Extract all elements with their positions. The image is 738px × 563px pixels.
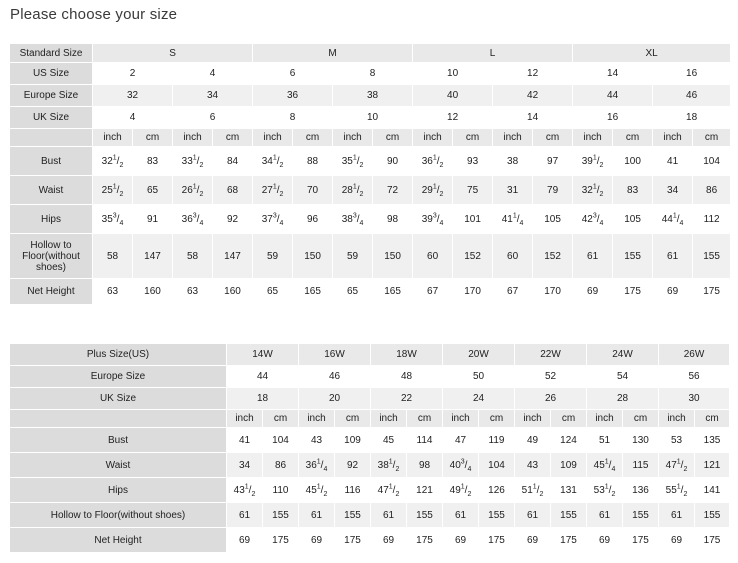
- cell: 72: [373, 176, 413, 205]
- unit-cell: cm: [213, 129, 253, 147]
- standard-size-header: Standard Size: [10, 44, 93, 63]
- cell: 63: [173, 279, 213, 305]
- cell: 14: [573, 63, 653, 85]
- cell: 69: [515, 528, 551, 553]
- cell: 170: [453, 279, 493, 305]
- size-group-m: M: [253, 44, 413, 63]
- cell: $38^1/_2$: [371, 453, 407, 478]
- row-label-uk-size: UK Size: [10, 107, 93, 129]
- cell: 155: [613, 234, 653, 279]
- cell: 16: [653, 63, 731, 85]
- cell: 93: [453, 147, 493, 176]
- cell: 170: [533, 279, 573, 305]
- cell: 105: [613, 205, 653, 234]
- unit-cell: inch: [253, 129, 293, 147]
- unit-cell: inch: [371, 410, 407, 428]
- cell: $27^1/_2$: [253, 176, 293, 205]
- cell: 44: [573, 85, 653, 107]
- unit-cell: cm: [373, 129, 413, 147]
- cell: 50: [443, 366, 515, 388]
- cell: 136: [623, 478, 659, 503]
- cell: 124: [551, 428, 587, 453]
- cell: 119: [479, 428, 515, 453]
- table-row: [10, 63, 731, 85]
- cell: 126: [479, 478, 515, 503]
- plus-size-header: Plus Size(US): [10, 344, 227, 366]
- plus-size-20w: 20W: [443, 344, 515, 366]
- cell: 58: [93, 234, 133, 279]
- row-label-hips: Hips: [10, 205, 93, 234]
- cell: $37^3/_4$: [253, 205, 293, 234]
- cell: $35^3/_4$: [93, 205, 133, 234]
- cell: 42: [493, 85, 573, 107]
- unit-cell: inch: [515, 410, 551, 428]
- cell: $28^1/_2$: [333, 176, 373, 205]
- cell: 75: [453, 176, 493, 205]
- cell: 121: [695, 453, 730, 478]
- cell: 60: [493, 234, 533, 279]
- cell: 28: [587, 388, 659, 410]
- cell: $51^1/_2$: [515, 478, 551, 503]
- cell: 4: [173, 63, 253, 85]
- cell: 8: [333, 63, 413, 85]
- unit-cell: cm: [695, 410, 730, 428]
- cell: 41: [227, 428, 263, 453]
- table-row: [10, 234, 731, 279]
- cell: 59: [333, 234, 373, 279]
- row-label-europe-size: Europe Size: [10, 366, 227, 388]
- cell: $36^3/_4$: [173, 205, 213, 234]
- cell: 69: [587, 528, 623, 553]
- unit-cell: inch: [227, 410, 263, 428]
- cell: 65: [253, 279, 293, 305]
- cell: 69: [299, 528, 335, 553]
- row-label-hollow-to-floor: Hollow to Floor(without shoes): [10, 234, 93, 279]
- cell: 22: [371, 388, 443, 410]
- cell: 54: [587, 366, 659, 388]
- row-label-europe-size: Europe Size: [10, 85, 93, 107]
- cell: $32^1/_2$: [573, 176, 613, 205]
- cell: 160: [213, 279, 253, 305]
- cell: $39^1/_2$: [573, 147, 613, 176]
- cell: 91: [133, 205, 173, 234]
- unit-cell: cm: [693, 129, 731, 147]
- cell: $45^1/_2$: [299, 478, 335, 503]
- cell: 48: [371, 366, 443, 388]
- plus-size-24w: 24W: [587, 344, 659, 366]
- cell: 67: [493, 279, 533, 305]
- plus-size-16w: 16W: [299, 344, 371, 366]
- cell: 61: [371, 503, 407, 528]
- cell: $36^1/_4$: [299, 453, 335, 478]
- cell: 34: [653, 176, 693, 205]
- size-group-l: L: [413, 44, 573, 63]
- unit-cell: cm: [453, 129, 493, 147]
- cell: $49^1/_2$: [443, 478, 479, 503]
- cell: 16: [573, 107, 653, 129]
- cell: 141: [695, 478, 730, 503]
- cell: 97: [533, 147, 573, 176]
- cell: 12: [413, 107, 493, 129]
- cell: 46: [299, 366, 371, 388]
- cell: 67: [413, 279, 453, 305]
- unit-cell: inch: [299, 410, 335, 428]
- cell: $29^1/_2$: [413, 176, 453, 205]
- cell: 69: [659, 528, 695, 553]
- cell: 68: [213, 176, 253, 205]
- cell: 52: [515, 366, 587, 388]
- cell: 20: [299, 388, 371, 410]
- cell: 32: [93, 85, 173, 107]
- cell: $38^3/_4$: [333, 205, 373, 234]
- cell: 109: [335, 428, 371, 453]
- cell: $39^3/_4$: [413, 205, 453, 234]
- cell: 45: [371, 428, 407, 453]
- cell: 110: [263, 478, 299, 503]
- unit-cell: inch: [333, 129, 373, 147]
- cell: $41^1/_4$: [493, 205, 533, 234]
- cell: 98: [407, 453, 443, 478]
- unit-cell: inch: [413, 129, 453, 147]
- cell: 114: [407, 428, 443, 453]
- unit-cell: cm: [551, 410, 587, 428]
- cell: 26: [515, 388, 587, 410]
- row-label-hollow-to-floor: Hollow to Floor(without shoes): [10, 503, 227, 528]
- cell: 104: [263, 428, 299, 453]
- cell: $35^1/_2$: [333, 147, 373, 176]
- cell: 96: [293, 205, 333, 234]
- cell: 175: [613, 279, 653, 305]
- table-row: [10, 176, 731, 205]
- cell: 12: [493, 63, 573, 85]
- cell: 38: [333, 85, 413, 107]
- unit-cell: cm: [263, 410, 299, 428]
- plus-size-18w: 18W: [371, 344, 443, 366]
- cell: 8: [253, 107, 333, 129]
- table-row-plus-sizes: [10, 344, 730, 366]
- cell: 61: [573, 234, 613, 279]
- cell: 38: [493, 147, 533, 176]
- table-row-units: [10, 410, 730, 428]
- cell: 175: [263, 528, 299, 553]
- cell: 61: [227, 503, 263, 528]
- cell: 14: [493, 107, 573, 129]
- cell: 130: [623, 428, 659, 453]
- cell: 109: [551, 453, 587, 478]
- cell: 152: [453, 234, 493, 279]
- cell: $55^1/_2$: [659, 478, 695, 503]
- cell: 43: [515, 453, 551, 478]
- table-row: [10, 85, 731, 107]
- cell: 175: [623, 528, 659, 553]
- cell: 121: [407, 478, 443, 503]
- standard-size-body: [10, 44, 731, 305]
- table-row: [10, 366, 730, 388]
- table-row: [10, 279, 731, 305]
- cell: 10: [333, 107, 413, 129]
- cell: 83: [133, 147, 173, 176]
- cell: 61: [299, 503, 335, 528]
- cell: 40: [413, 85, 493, 107]
- unit-cell: inch: [659, 410, 695, 428]
- cell: 6: [173, 107, 253, 129]
- cell: 31: [493, 176, 533, 205]
- cell: 34: [227, 453, 263, 478]
- cell: 147: [133, 234, 173, 279]
- cell: 175: [551, 528, 587, 553]
- cell: 34: [173, 85, 253, 107]
- row-label-bust: Bust: [10, 147, 93, 176]
- cell: 65: [333, 279, 373, 305]
- cell: 175: [693, 279, 731, 305]
- cell: 49: [515, 428, 551, 453]
- cell: 101: [453, 205, 493, 234]
- cell: 165: [293, 279, 333, 305]
- table-row: [10, 503, 730, 528]
- cell: 155: [407, 503, 443, 528]
- cell: 79: [533, 176, 573, 205]
- table-row-size-groups: [10, 44, 731, 63]
- unit-cell: cm: [335, 410, 371, 428]
- cell: 61: [443, 503, 479, 528]
- cell: $44^1/_4$: [653, 205, 693, 234]
- cell: 86: [263, 453, 299, 478]
- size-group-xl: XL: [573, 44, 731, 63]
- cell: $25^1/_2$: [93, 176, 133, 205]
- cell: 58: [173, 234, 213, 279]
- row-label-waist: Waist: [10, 176, 93, 205]
- cell: $33^1/_2$: [173, 147, 213, 176]
- cell: 70: [293, 176, 333, 205]
- cell: 60: [413, 234, 453, 279]
- cell: 116: [335, 478, 371, 503]
- cell: 175: [479, 528, 515, 553]
- cell: 84: [213, 147, 253, 176]
- unit-cell: cm: [133, 129, 173, 147]
- plus-size-table: [9, 343, 730, 553]
- cell: 104: [479, 453, 515, 478]
- table-row: [10, 478, 730, 503]
- table-row: [10, 205, 731, 234]
- cell: 165: [373, 279, 413, 305]
- plus-size-body: [10, 344, 730, 553]
- cell: 131: [551, 478, 587, 503]
- cell: 86: [693, 176, 731, 205]
- cell: 4: [93, 107, 173, 129]
- cell: 112: [693, 205, 731, 234]
- cell: 18: [653, 107, 731, 129]
- cell: $32^1/_2$: [93, 147, 133, 176]
- cell: 155: [695, 503, 730, 528]
- row-label-bust: Bust: [10, 428, 227, 453]
- cell: $43^1/_2$: [227, 478, 263, 503]
- cell: $34^1/_2$: [253, 147, 293, 176]
- cell: 24: [443, 388, 515, 410]
- cell: 18: [227, 388, 299, 410]
- row-label-uk-size: UK Size: [10, 388, 227, 410]
- unit-cell: inch: [493, 129, 533, 147]
- cell: 105: [533, 205, 573, 234]
- table-row: [10, 453, 730, 478]
- cell: 56: [659, 366, 730, 388]
- unit-cell: inch: [443, 410, 479, 428]
- cell: 59: [253, 234, 293, 279]
- cell: $36^1/_2$: [413, 147, 453, 176]
- plus-size-14w: 14W: [227, 344, 299, 366]
- cell: 36: [253, 85, 333, 107]
- cell: $42^3/_4$: [573, 205, 613, 234]
- unit-cell: cm: [479, 410, 515, 428]
- cell: 65: [133, 176, 173, 205]
- cell: $53^1/_2$: [587, 478, 623, 503]
- cell: 63: [93, 279, 133, 305]
- unit-cell: cm: [293, 129, 333, 147]
- cell: 69: [443, 528, 479, 553]
- table-row: [10, 528, 730, 553]
- table-row: [10, 107, 731, 129]
- cell: 61: [515, 503, 551, 528]
- cell: 88: [293, 147, 333, 176]
- standard-size-table: [9, 43, 731, 305]
- unit-cell: cm: [407, 410, 443, 428]
- unit-cell: inch: [173, 129, 213, 147]
- unit-cell: cm: [613, 129, 653, 147]
- cell: 155: [693, 234, 731, 279]
- cell: 61: [587, 503, 623, 528]
- row-label-us-size: US Size: [10, 63, 93, 85]
- row-label-hips: Hips: [10, 478, 227, 503]
- cell: 61: [659, 503, 695, 528]
- cell: $45^1/_4$: [587, 453, 623, 478]
- unit-cell: inch: [653, 129, 693, 147]
- row-label-net-height: Net Height: [10, 528, 227, 553]
- cell: 69: [653, 279, 693, 305]
- unit-cell: cm: [533, 129, 573, 147]
- cell: 147: [213, 234, 253, 279]
- cell: $47^1/_2$: [659, 453, 695, 478]
- cell: $47^1/_2$: [371, 478, 407, 503]
- cell: 90: [373, 147, 413, 176]
- cell: 160: [133, 279, 173, 305]
- unit-cell: inch: [93, 129, 133, 147]
- cell: 175: [407, 528, 443, 553]
- cell: 69: [573, 279, 613, 305]
- cell: 115: [623, 453, 659, 478]
- cell: 100: [613, 147, 653, 176]
- table-row-units: [10, 129, 731, 147]
- cell: 152: [533, 234, 573, 279]
- cell: 150: [293, 234, 333, 279]
- cell: 155: [335, 503, 371, 528]
- table-row: [10, 428, 730, 453]
- cell: 51: [587, 428, 623, 453]
- cell: 155: [479, 503, 515, 528]
- cell: 61: [653, 234, 693, 279]
- size-group-s: S: [93, 44, 253, 63]
- cell: $26^1/_2$: [173, 176, 213, 205]
- cell: 69: [227, 528, 263, 553]
- cell: 47: [443, 428, 479, 453]
- row-label-waist: Waist: [10, 453, 227, 478]
- cell: 135: [695, 428, 730, 453]
- cell: 175: [695, 528, 730, 553]
- cell: 30: [659, 388, 730, 410]
- cell: 175: [335, 528, 371, 553]
- cell: 44: [227, 366, 299, 388]
- cell: 83: [613, 176, 653, 205]
- row-label-units: [10, 410, 227, 428]
- cell: 2: [93, 63, 173, 85]
- cell: 92: [213, 205, 253, 234]
- unit-cell: inch: [573, 129, 613, 147]
- unit-cell: cm: [623, 410, 659, 428]
- plus-size-26w: 26W: [659, 344, 730, 366]
- table-row: [10, 147, 731, 176]
- cell: 43: [299, 428, 335, 453]
- cell: 155: [623, 503, 659, 528]
- cell: 41: [653, 147, 693, 176]
- cell: 155: [551, 503, 587, 528]
- cell: 92: [335, 453, 371, 478]
- cell: 104: [693, 147, 731, 176]
- cell: 98: [373, 205, 413, 234]
- cell: 53: [659, 428, 695, 453]
- cell: 6: [253, 63, 333, 85]
- unit-cell: inch: [587, 410, 623, 428]
- row-label-net-height: Net Height: [10, 279, 93, 305]
- cell: 69: [371, 528, 407, 553]
- row-label-units: [10, 129, 93, 147]
- cell: 155: [263, 503, 299, 528]
- cell: 46: [653, 85, 731, 107]
- table-row: [10, 388, 730, 410]
- page-title: Please choose your size: [10, 6, 178, 23]
- cell: 10: [413, 63, 493, 85]
- plus-size-22w: 22W: [515, 344, 587, 366]
- cell: $40^3/_4$: [443, 453, 479, 478]
- cell: 150: [373, 234, 413, 279]
